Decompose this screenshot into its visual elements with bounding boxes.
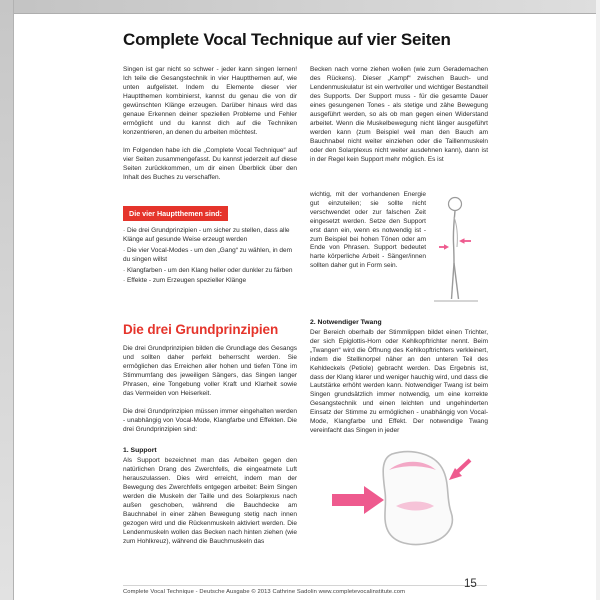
intro-paragraph-2: Im Folgenden habe ich die „Complete Vocal Technique“ auf vier Seiten zusammengefasst. Du kannst jederzeit auf diese Seiten zurückkommen, um dir einen Überblick über den Inhalt des Buches zu verschaffen. [123,146,297,181]
support-continuation-paragraph-2: wichtig, mit der vorhandenen Energie gut einzuteilen; sie sollte nicht verschwendet oder zur falschen Zeit eingesetzt werden. Setze den Support erst dann ein, wenn es notwendig ist - zum Beispiel bei hohen Tönen oder am Ende von Phrasen. Support bedeutet harte körperliche Arbeit - Sänger/innen sollten daher gut in Form sein. [310,190,426,270]
left-column [123,66,297,556]
page-number: 15 [464,578,477,590]
twang-paragraph: Der Bereich oberhalb der Stimmlippen bildet einen Trichter, der sich Epiglottis-Horn oder Kehlkopftrichter nennt. Beim „Twangen“ wird die Öffnung des Kehlkopftrichters verkleinert, indem die Stellknorpel näher an den unteren Teil des Kehldeckels (Petiole) gebracht werden. Das Ergebnis ist, dass der Klang klarer und weniger hauchig wird, und dass die Lautstärke erhöht werden kann. Notwendiger Twang ist beim Singen grundsätzlich immer notwendig, um eine korrekte Gesangstechnik und einen leichten und ungehinderten Einsatz der Stimme zu ermöglichen - unabhängig von Vocal-Mode, Klangfarbe und Effekt. Der notwendige Twang vereinfacht das Singen in jeder [310,328,488,435]
topic-item: · Die vier Vocal-Modes - um den „Gang“ zu wählen, in dem du singen willst [123,246,293,263]
footer-text: Complete Vocal Technique - Deutsche Ausgabe © 2013 Cathrine Sadolin www.completevocalinstitute.com [123,589,406,595]
topics-list [123,227,297,287]
scan-edge-top [0,0,600,14]
support-anatomy-illustration [330,446,480,550]
footer-rule [123,585,487,586]
support-figure-row [310,191,488,307]
page-title: Complete Vocal Technique auf vier Seiten [123,30,451,49]
support-paragraph: Als Support bezeichnet man das Arbeiten gegen den natürlichen Drang des Zwerchfells, die eingeatmete Luft herauszulassen. Dies wird erreicht, indem man der Bewegung des Zwerchfells entgegen arbeitet: Beim Singen werden die Muskeln der Taille und des Solarplexus nach außen geschoben, während die Bauchdecke am Bauchnabel in einer zähen Bewegung stetig nach innen gezogen wird und die Rückenmuskeln aktiviert werden. Die Lendenmuskeln wollen das Becken nach hinten ziehen (wie zum Hohlkreuz), während die Bauchmuskeln das [123,457,297,545]
topic-item: · Klangfarben - um den Klang heller oder dunkler zu färben [123,266,293,274]
scan-edge-right [596,0,600,600]
twang-heading: 2. Notwendiger Twang [310,318,382,326]
topic-item: · Effekte - zum Erzeugen spezieller Klänge [123,277,247,285]
principles-paragraph-1: Die drei Grundprinzipien bilden die Grundlage des Gesangs und sollten daher perfekt beherrscht werden. Sie ermöglichen das Erreichen aller hohen und tiefen Töne im Stimmumfang des jeweiligen Sängers, das Singen langer Phrasen, eine Tongebung voller Kraft und Klarheit sowie das Vermeiden von Heiserkeit. [123,345,297,398]
topics-heading-badge: Die vier Hauptthemen sind: [123,206,228,221]
support-continuation-paragraph: Becken nach vorne ziehen wollen (wie zum Gerademachen des Rückens). Dieser „Kampf“ zwischen Bauch- und Lendenmuskulatur ist ein wertvoller und wichtiger Bestandteil des Supports. Der Support muss - für die gesamte Dauer eines gesungenen Tones - als stetige und zähe Bewegung ausgeführt werden, so als ob man gegen einen Widerstand arbeitet. Wenn die Muskelbewegung nicht länger ausgeführt werden kann (zum Beispiel weil man den Bauch am Bauchnabel nicht weiter einziehen oder die Taillenmuskeln oder den Solarplexus nicht weiter ausdehnen kann), dann ist in der Regel kein Support mehr möglich. Es ist [310,66,488,163]
scan-edge-left [0,0,14,600]
intro-paragraph-1: Singen ist gar nicht so schwer - jeder kann singen lernen! Ich teile die Gesangstechnik in vier Hauptthemen auf, wie unten aufgelistet. Indem du Elemente dieser vier Hauptthemen kombinierst, kannst du genau die von dir gewünschten Klänge erzeugen. Darüber hinaus wird das genaue Erkennen deiner speziellen Probleme und Fehler ermöglicht und du kannst dich auf die Techniken konzentrieren, an denen du arbeiten möchtest. [123,66,297,136]
support-heading: 1. Support [123,447,157,455]
principles-paragraph-2: Die drei Grundprinzipien müssen immer eingehalten werden - unabhängig von Vocal-Mode, Klangfarbe und Effekten. Die drei Grundprinzipien sind: [123,408,297,434]
standing-singer-illustration [430,191,482,307]
topic-item: · Die drei Grundprinzipien - um sicher zu stellen, dass alle Klänge auf gesunde Weise erzeugt werden [123,226,290,243]
right-column [310,66,488,550]
section-heading-grundprinzipien: Die drei Grundprinzipien [123,322,279,338]
